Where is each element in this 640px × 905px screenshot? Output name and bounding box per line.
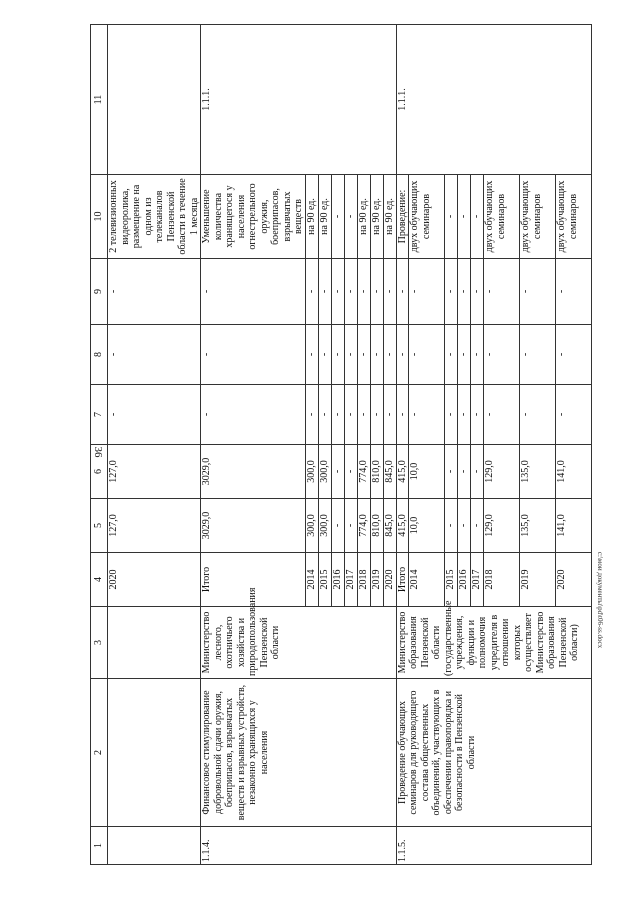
- cell: -: [383, 325, 396, 385]
- cell: -: [370, 259, 383, 325]
- cell-total: 129,0: [484, 499, 520, 553]
- cell: -: [556, 325, 592, 385]
- col-header: 5: [91, 499, 108, 553]
- cell: -: [108, 259, 201, 325]
- rotated-table-container: [90, 25, 605, 865]
- cell-regional: 300,0: [318, 445, 331, 499]
- col-header: 2: [91, 679, 108, 827]
- cell: -: [357, 385, 370, 445]
- cell: -: [357, 259, 370, 325]
- result-cell: двух обучающих семинаров: [556, 175, 592, 259]
- cell-total: 810,0: [370, 499, 383, 553]
- cell-regional: 300,0: [305, 445, 318, 499]
- cell: -: [305, 259, 318, 325]
- cell: -: [318, 259, 331, 325]
- item-number: 1.1.4.: [201, 827, 397, 865]
- cell-regional: 810,0: [370, 445, 383, 499]
- cell: [108, 607, 201, 679]
- cell-total: -: [445, 499, 458, 553]
- item-executor: Министерство образования Пензенской области (государственные учреждения, функции и полномочия учредителя в отношении которых осуществляет Министерство образования Пензенской области): [396, 607, 592, 679]
- year-cell: 2016: [458, 553, 471, 607]
- cell: [108, 679, 201, 827]
- result-cell: на 90 ед.: [318, 175, 331, 259]
- cell: -: [520, 259, 556, 325]
- cell: -: [344, 259, 357, 325]
- cell-total: -: [344, 499, 357, 553]
- cell: -: [357, 325, 370, 385]
- ref-cell: [108, 25, 201, 175]
- cell-total: 300,0: [305, 499, 318, 553]
- cell: -: [520, 385, 556, 445]
- col-header: 8: [91, 325, 108, 385]
- cell-regional: 135,0: [520, 445, 556, 499]
- cell: -: [396, 385, 409, 445]
- cell: -: [331, 259, 344, 325]
- result-cell: Уменьшение количества хранящегося у населения огнестрельного оружия, боеприпасов, взрывчатых веществ: [201, 175, 306, 259]
- cell: -: [331, 325, 344, 385]
- cell: -: [344, 325, 357, 385]
- result-cell: -: [471, 175, 484, 259]
- cell-regional: 127,0: [108, 445, 201, 499]
- cell-regional: -: [458, 445, 471, 499]
- col-header: 3: [91, 607, 108, 679]
- cell: -: [409, 259, 445, 325]
- result-cell: на 90 ед.: [357, 175, 370, 259]
- result-cell: двух обучающих семинаров: [484, 175, 520, 259]
- cell: -: [556, 259, 592, 325]
- cell: -: [458, 325, 471, 385]
- page-number: 36: [92, 446, 104, 458]
- cell: -: [409, 385, 445, 445]
- col-header: 6: [91, 445, 108, 499]
- cell-regional: 10,0: [409, 445, 445, 499]
- year-cell: 2017: [471, 553, 484, 607]
- cell: -: [318, 325, 331, 385]
- cell-total: 300,0: [318, 499, 331, 553]
- cell-total: -: [331, 499, 344, 553]
- result-cell: двух обучающих семинаров: [520, 175, 556, 259]
- itogo-label: Итого: [396, 553, 409, 607]
- cell: -: [383, 259, 396, 325]
- col-header: 9: [91, 259, 108, 325]
- result-cell: -: [458, 175, 471, 259]
- column-number-row: [91, 25, 108, 865]
- result-cell: -: [445, 175, 458, 259]
- cell: [108, 827, 201, 865]
- cell-regional: 3029,0: [201, 445, 306, 499]
- cell: -: [331, 385, 344, 445]
- item-description: Финансовое стимулирование добровольной сдачи оружия, боеприпасов, взрывчатых веществ и взрывных устройств, незаконно хранящихся у населения: [201, 679, 397, 827]
- cell: -: [318, 385, 331, 445]
- cell: -: [458, 385, 471, 445]
- year-cell: 2016: [331, 553, 344, 607]
- cell-regional: 774,0: [357, 445, 370, 499]
- cell-regional: -: [344, 445, 357, 499]
- year-cell: 2015: [445, 553, 458, 607]
- cell: -: [201, 259, 306, 325]
- year-cell: 2018: [484, 553, 520, 607]
- cell: -: [305, 385, 318, 445]
- cell-regional: -: [331, 445, 344, 499]
- cell: -: [383, 385, 396, 445]
- cell-regional: 845,0: [383, 445, 396, 499]
- cell: -: [344, 385, 357, 445]
- cell-regional: -: [445, 445, 458, 499]
- cell: -: [370, 325, 383, 385]
- year-cell: 2020: [556, 553, 592, 607]
- cell: -: [108, 325, 201, 385]
- cell: -: [305, 325, 318, 385]
- year-cell: 2020: [108, 553, 201, 607]
- col-header: 7: [91, 385, 108, 445]
- item-description: Проведение обучающих семинаров для руководящего состава общественных объединений, участвующих в обеспечении правопорядка и безопасности в Пензенской области: [396, 679, 592, 827]
- result-cell: 2 телевизионных видеоролика, размещение на одном из телеканалов Пензенской области в течение 1 месяца: [108, 175, 201, 259]
- cell-regional: 141,0: [556, 445, 592, 499]
- col-header: 1: [91, 827, 108, 865]
- cell: -: [445, 385, 458, 445]
- cell-total: 774,0: [357, 499, 370, 553]
- year-cell: 2019: [370, 553, 383, 607]
- result-cell: на 90 ед.: [370, 175, 383, 259]
- cell: -: [471, 385, 484, 445]
- cell-total: 845,0: [383, 499, 396, 553]
- cell: -: [108, 385, 201, 445]
- program-table: [90, 24, 592, 865]
- cell: -: [396, 325, 409, 385]
- cell-regional: 415,0: [396, 445, 409, 499]
- col-header: 10: [91, 175, 108, 259]
- ref-cell: 1.1.1.: [396, 25, 592, 175]
- cell: -: [445, 325, 458, 385]
- result-cell: на 90 ед.: [383, 175, 396, 259]
- col-header: 4: [91, 553, 108, 607]
- result-cell: -: [331, 175, 344, 259]
- result-cell: Проведение:: [396, 175, 409, 259]
- cell-total: 415,0: [396, 499, 409, 553]
- cell: -: [396, 259, 409, 325]
- cell: -: [520, 325, 556, 385]
- cell-regional: 129,0: [484, 445, 520, 499]
- cell: -: [458, 259, 471, 325]
- year-cell: 2017: [344, 553, 357, 607]
- table-row: [108, 25, 201, 865]
- cell: -: [409, 325, 445, 385]
- cell: -: [484, 385, 520, 445]
- year-cell: 2018: [357, 553, 370, 607]
- cell-total: 141,0: [556, 499, 592, 553]
- cell-total: -: [471, 499, 484, 553]
- itogo-label: Итого: [201, 553, 306, 607]
- result-cell: -: [344, 175, 357, 259]
- year-cell: 2019: [520, 553, 556, 607]
- ref-cell: 1.1.1.: [201, 25, 397, 175]
- year-cell: 2014: [305, 553, 318, 607]
- file-path-footer: c:\мои документы\pd\t06-ss.docx: [596, 551, 604, 649]
- year-cell: 2015: [318, 553, 331, 607]
- cell: -: [201, 325, 306, 385]
- cell-total: 10,0: [409, 499, 445, 553]
- year-cell: 2014: [409, 553, 445, 607]
- result-cell: двух обучающих семинаров: [409, 175, 445, 259]
- col-header: 11: [91, 25, 108, 175]
- cell-total: -: [458, 499, 471, 553]
- cell: -: [201, 385, 306, 445]
- cell: -: [484, 325, 520, 385]
- cell-regional: -: [471, 445, 484, 499]
- result-cell: на 90 ед.: [305, 175, 318, 259]
- cell: -: [556, 385, 592, 445]
- cell-total: 135,0: [520, 499, 556, 553]
- cell: -: [445, 259, 458, 325]
- table-row: [396, 25, 409, 865]
- cell: -: [370, 385, 383, 445]
- item-executor: Министерство лесного, охотничьего хозяйства и природопользования Пензенской области: [201, 607, 397, 679]
- table-row: [201, 25, 306, 865]
- cell: -: [471, 259, 484, 325]
- item-number: 1.1.5.: [396, 827, 592, 865]
- year-cell: 2020: [383, 553, 396, 607]
- cell-total: 3029,0: [201, 499, 306, 553]
- cell-total: 127,0: [108, 499, 201, 553]
- cell: -: [484, 259, 520, 325]
- cell: -: [471, 325, 484, 385]
